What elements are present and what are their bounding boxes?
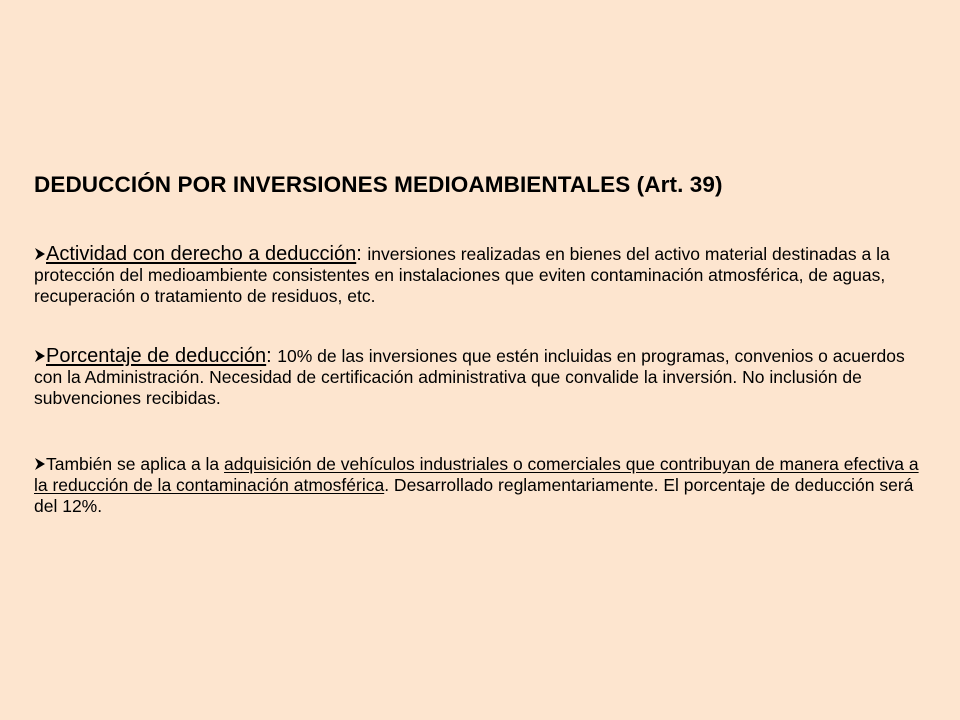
slide-title: DEDUCCIÓN POR INVERSIONES MEDIOAMBIENTALES (Art. 39) bbox=[34, 172, 723, 197]
bullet-lead: Actividad con derecho a deducción bbox=[46, 243, 357, 265]
arrow-bullet-icon bbox=[34, 349, 46, 363]
bullet-underlined-text: adquisición de vehículos industriales o comerciales que contribuyan de manera efectiva a la reducción de la contaminación atmosférica bbox=[34, 454, 919, 495]
bullet-vehiculos bbox=[34, 454, 924, 517]
bullet-text: 10% de las inversiones que estén incluidas en programas, convenios o acuerdos con la Administración. Necesidad de certificación administrativa que convalide la inversión. No inclusión de subvenciones recibidas. bbox=[34, 346, 905, 408]
bullet-text-post: . Desarrollado reglamentariamente. El porcentaje de deducción será del 12%. bbox=[34, 475, 914, 516]
bullet-text-pre: También se aplica a la bbox=[46, 454, 225, 474]
arrow-bullet-icon bbox=[34, 247, 46, 261]
bullet-separator: : bbox=[356, 243, 368, 265]
bullet-text: inversiones realizadas en bienes del activo material destinadas a la protección del medioambiente consistentes en instalaciones que eviten contaminación atmosférica, de aguas, recuperación o tratamiento de residuos, etc. bbox=[34, 244, 890, 306]
bullet-separator: : bbox=[266, 345, 278, 367]
bullet-actividad bbox=[34, 244, 924, 307]
bullet-lead: Porcentaje de deducción bbox=[46, 345, 267, 367]
arrow-bullet-icon bbox=[34, 457, 46, 471]
bullet-porcentaje bbox=[34, 346, 924, 409]
